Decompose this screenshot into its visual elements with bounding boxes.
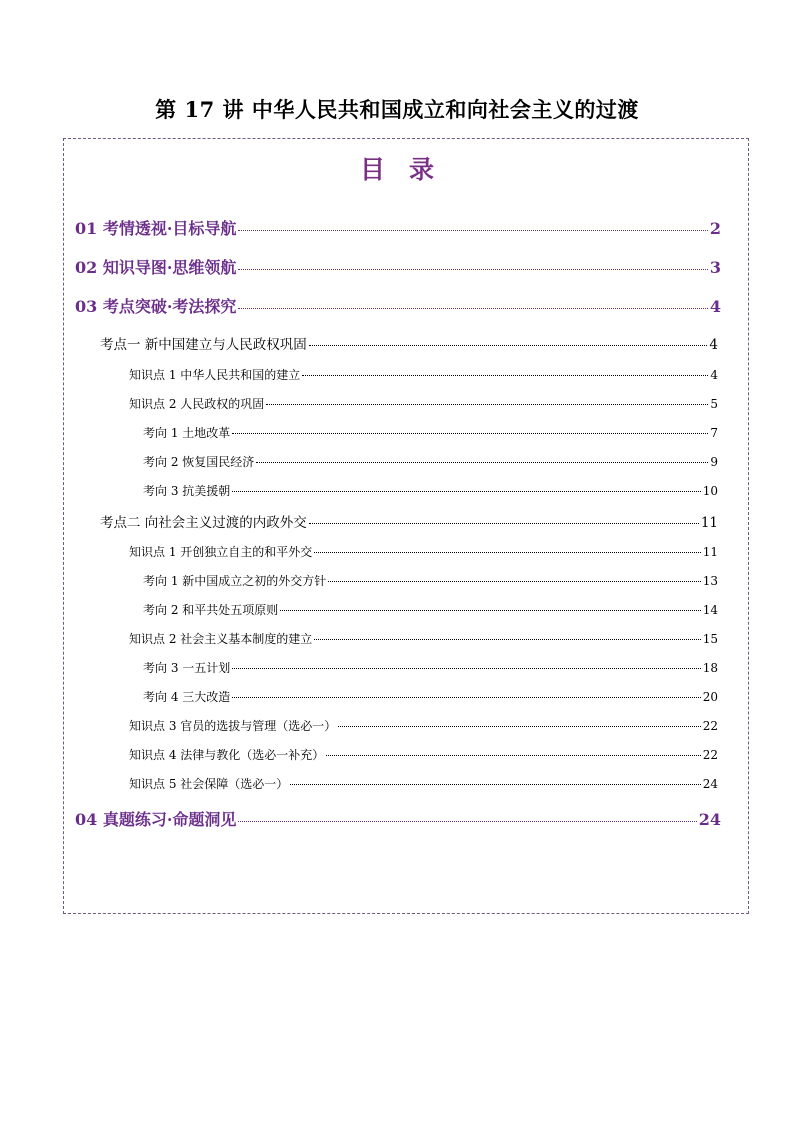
toc-entry-page: 10 bbox=[702, 484, 718, 498]
toc-leader-dots bbox=[232, 491, 700, 492]
toc-entry-label: 考向 3 一五计划 bbox=[143, 661, 231, 675]
toc-entry-page: 20 bbox=[702, 690, 718, 704]
toc-entry-page: 5 bbox=[710, 397, 718, 411]
toc-leader-dots bbox=[238, 269, 707, 270]
toc-leader-dots bbox=[328, 581, 700, 582]
toc-entry-label: 知识点 3 官员的选拔与管理（选必一） bbox=[129, 719, 337, 733]
toc-entry-page: 14 bbox=[702, 603, 718, 617]
toc-entry-01[interactable] bbox=[75, 216, 721, 239]
toc-entry-page: 22 bbox=[702, 748, 718, 762]
toc-leader-dots bbox=[266, 404, 708, 405]
toc-entry-page: 15 bbox=[702, 632, 718, 646]
toc-entry-label: 知识点 4 法律与教化（选必一补充） bbox=[129, 748, 325, 762]
toc-entry-label: 考向 2 恢复国民经济 bbox=[143, 455, 255, 469]
toc-entry-kaoxiang[interactable] bbox=[143, 482, 718, 499]
page-title: 第 17 讲 中华人民共和国成立和向社会主义的过渡 bbox=[155, 97, 639, 122]
toc-entry-kaodian-1[interactable] bbox=[100, 333, 718, 353]
toc-entry-label: 考向 1 新中国成立之初的外交方针 bbox=[143, 574, 327, 588]
toc-entry-label: 考向 2 和平共处五项原则 bbox=[143, 603, 279, 617]
toc-entry-label: 02 知识导图·思维领航 bbox=[75, 258, 237, 277]
toc-entry-page: 11 bbox=[700, 515, 718, 531]
toc-entry-page: 7 bbox=[710, 426, 718, 440]
toc-leader-dots bbox=[232, 433, 708, 434]
toc-entry-kaoxiang[interactable] bbox=[143, 659, 718, 676]
toc-leader-dots bbox=[314, 639, 700, 640]
toc-entry-page: 22 bbox=[702, 719, 718, 733]
toc-entry-03[interactable] bbox=[75, 294, 721, 317]
toc-entry-04[interactable] bbox=[75, 807, 721, 830]
toc-leader-dots bbox=[232, 668, 700, 669]
toc-leader-dots bbox=[232, 697, 700, 698]
toc-entry-label: 01 考情透视·目标导航 bbox=[75, 219, 237, 238]
toc-leader-dots bbox=[238, 308, 707, 309]
toc-entry-label: 考向 1 土地改革 bbox=[143, 426, 231, 440]
toc-leader-dots bbox=[238, 821, 696, 822]
toc-entry-kaoxiang[interactable] bbox=[143, 453, 718, 470]
toc-entry-label: 03 考点突破·考法探究 bbox=[75, 297, 237, 316]
toc-entry-02[interactable] bbox=[75, 255, 721, 278]
toc-entry-label: 考点一 新中国建立与人民政权巩固 bbox=[100, 337, 307, 353]
toc-entry-zhishidian[interactable] bbox=[129, 746, 718, 763]
toc-entry-kaodian-2[interactable] bbox=[100, 511, 718, 531]
toc-entry-page: 13 bbox=[702, 574, 718, 588]
toc-entry-page: 3 bbox=[709, 258, 721, 277]
toc-leader-dots bbox=[338, 726, 700, 727]
toc-entry-page: 4 bbox=[709, 297, 721, 316]
toc-entry-zhishidian[interactable] bbox=[129, 717, 718, 734]
toc-entry-label: 04 真题练习·命题洞见 bbox=[75, 810, 237, 829]
toc-entry-zhishidian[interactable] bbox=[129, 395, 718, 412]
toc-leader-dots bbox=[314, 552, 700, 553]
toc-leader-dots bbox=[280, 610, 700, 611]
toc-entry-label: 考向 4 三大改造 bbox=[143, 690, 231, 704]
toc-leader-dots bbox=[302, 375, 708, 376]
toc-leader-dots bbox=[309, 345, 708, 346]
toc-entry-label: 考点二 向社会主义过渡的内政外交 bbox=[100, 515, 307, 531]
toc-leader-dots bbox=[309, 523, 699, 524]
toc-entry-zhishidian[interactable] bbox=[129, 543, 718, 560]
toc-entry-label: 知识点 2 社会主义基本制度的建立 bbox=[129, 632, 313, 646]
toc-entry-zhishidian[interactable] bbox=[129, 630, 718, 647]
toc-entry-page: 18 bbox=[702, 661, 718, 675]
toc-entry-label: 考向 3 抗美援朝 bbox=[143, 484, 231, 498]
toc-entry-page: 2 bbox=[709, 219, 721, 238]
toc-entry-page: 4 bbox=[709, 337, 718, 353]
toc-entry-label: 知识点 2 人民政权的巩固 bbox=[129, 397, 265, 411]
toc-leader-dots bbox=[326, 755, 700, 756]
toc-entry-page: 24 bbox=[702, 777, 718, 791]
toc-entry-zhishidian[interactable] bbox=[129, 775, 718, 792]
toc-leader-dots bbox=[256, 462, 708, 463]
toc-entry-label: 知识点 1 开创独立自主的和平外交 bbox=[129, 545, 313, 559]
toc-leader-dots bbox=[238, 230, 707, 231]
toc-entry-page: 24 bbox=[698, 810, 721, 829]
toc-entry-kaoxiang[interactable] bbox=[143, 572, 718, 589]
toc-entry-kaoxiang[interactable] bbox=[143, 601, 718, 618]
toc-entry-page: 11 bbox=[702, 545, 718, 559]
toc-heading: 目录 bbox=[359, 155, 458, 184]
toc-entry-kaoxiang[interactable] bbox=[143, 688, 718, 705]
toc-entry-kaoxiang[interactable] bbox=[143, 424, 718, 441]
toc-entry-label: 知识点 1 中华人民共和国的建立 bbox=[129, 368, 301, 382]
toc-entry-zhishidian[interactable] bbox=[129, 366, 718, 383]
toc-leader-dots bbox=[290, 784, 700, 785]
toc-entry-label: 知识点 5 社会保障（选必一） bbox=[129, 777, 289, 791]
toc-entry-page: 4 bbox=[710, 368, 718, 382]
toc-entry-page: 9 bbox=[710, 455, 718, 469]
